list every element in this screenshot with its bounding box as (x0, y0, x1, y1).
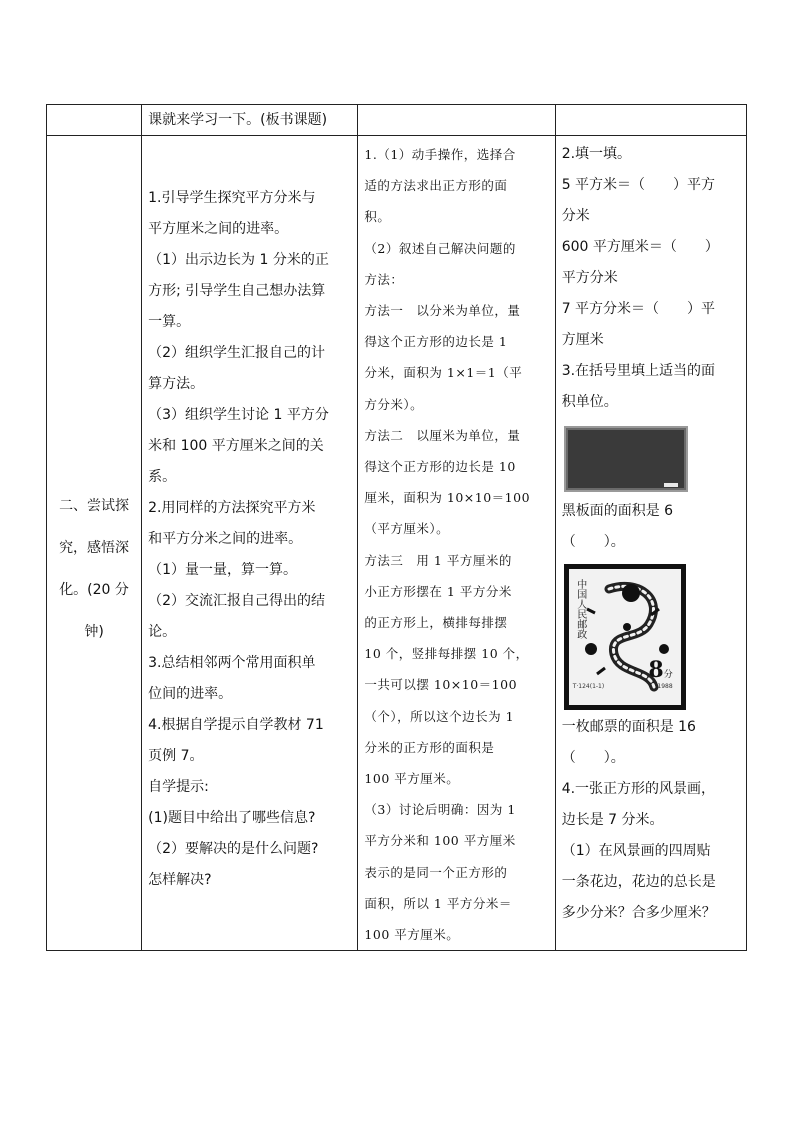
table-row (47, 105, 747, 136)
text-line: 3.在括号里填上适当的面 (561, 363, 716, 379)
text-line: （平方厘米）。 (364, 521, 450, 537)
text-line: 方法： (364, 271, 404, 287)
stage-cell-top (47, 105, 142, 136)
text-line: 4.一张正方形的风景画， (561, 781, 716, 797)
text-line: 究，感悟深 (59, 540, 130, 556)
stamp-country: 中国人民邮政 (574, 579, 586, 639)
teacher-activity (142, 136, 357, 896)
text-line: 页例 7。 (148, 748, 204, 764)
text-line: 方法二 以厘米为单位，量 (364, 427, 521, 443)
text-line: （ ）。 (561, 534, 625, 550)
exercise-cell (555, 136, 746, 951)
dragon-stamp-icon (564, 564, 686, 710)
text-line: 7 平方分米＝（ ）平 (561, 301, 716, 317)
text-line: 100 平方厘米。 (364, 927, 460, 943)
text-line: 方法一 以分米为单位，量 (364, 303, 521, 319)
text-line: 黑板面的面积是 6 (561, 503, 674, 519)
text-line: 边长是 7 分米。 (561, 812, 664, 828)
text-line: 方形; 引导学生自己想办法算 (148, 283, 326, 299)
exercise-block-2 (562, 496, 742, 558)
text-line: （ ）。 (561, 750, 625, 766)
text-line: 二、尝试探 (59, 498, 130, 514)
stamp-face (569, 569, 681, 705)
text-line: 分米，面积为 1×1＝1（平 (364, 365, 523, 381)
text-line: 得这个正方形的边长是 1 (364, 334, 508, 350)
student-cell-top (358, 105, 555, 136)
text-line: （1）在风景画的四周贴 (561, 843, 711, 859)
text-line: 一枚邮票的面积是 16 (561, 719, 696, 735)
chalk-icon (664, 483, 678, 487)
teacher-cell (142, 136, 358, 951)
exercise-cell-top (555, 105, 746, 136)
text-line: 怎样解决? (148, 872, 212, 888)
text-line: 一共可以摆 10×10＝100 (364, 677, 518, 693)
text-line: 1.（1）动手操作，选择合 (364, 147, 516, 162)
text-line: 米和 100 平方厘米之间的关 (148, 438, 324, 454)
text-line: 钟) (84, 624, 104, 640)
stamp-code: T·124(1-1) (572, 683, 605, 690)
text-line: 1.引导学生探究平方分米与 (148, 190, 316, 206)
text-line: 算方法。 (148, 376, 205, 392)
text-line: 5 平方米＝（ ）平方 (561, 177, 716, 193)
text-line: 适的方法求出正方形的面 (364, 178, 508, 194)
blackboard-icon (564, 426, 688, 492)
text-line: 一条花边，花边的总长是 (561, 874, 716, 890)
student-activity (358, 136, 554, 950)
text-line: （个），所以这个边长为 1 (364, 708, 515, 724)
text-line: (1)题目中给出了哪些信息? (148, 810, 316, 826)
text-line: 一算。 (148, 314, 191, 330)
text-line: （3）讨论后明确：因为 1 (364, 802, 516, 818)
exercise-block-1 (562, 139, 742, 418)
text-line: 方厘米 (561, 332, 604, 348)
text-line: 2.填一填。 (561, 146, 632, 162)
text-line: 系。 (148, 469, 177, 485)
text-line: 平方厘米之间的进率。 (148, 221, 289, 237)
text-line: 方法三 用 1 平方厘米的 (364, 552, 512, 568)
text-line: 600 平方厘米＝（ ） (561, 239, 719, 255)
text-line: 论。 (148, 624, 177, 640)
text-line: （1）量一量，算一算。 (148, 562, 298, 578)
text-line: 方分米）。 (364, 396, 424, 412)
stamp-year: 1988 (657, 683, 673, 690)
text-line: 2.用同样的方法探究平方米 (148, 500, 316, 516)
text-line: （2）叙述自己解决问题的 (364, 240, 516, 256)
text-line: 100 平方厘米。 (364, 771, 460, 787)
text-line: 分米的正方形的面积是 (364, 739, 495, 755)
stage-label (47, 136, 141, 646)
text-line: （1）出示边长为 1 分米的正 (148, 252, 329, 268)
text-line: （3）组织学生讨论 1 平方分 (148, 407, 329, 423)
text-line: 的正方形上，横排每排摆 (364, 615, 508, 631)
text-line: 分米 (561, 208, 590, 224)
text-line: （2）交流汇报自己得出的结 (148, 593, 326, 609)
text-line: （2）组织学生汇报自己的计 (148, 345, 326, 361)
stamp-value: 8分 (648, 657, 673, 683)
text-line: 小正方形摆在 1 平方分米 (364, 583, 512, 599)
text-line: 3.总结相邻两个常用面积单 (148, 655, 316, 671)
text-line: 位间的进率。 (148, 686, 233, 702)
text-line: 化。(20 分 (59, 582, 129, 598)
intro-text: 课就来学习一下。(板书课题) (148, 112, 328, 128)
text-line: 平方分米 (561, 270, 618, 286)
lesson-plan-table (46, 104, 747, 951)
exercises (556, 136, 746, 929)
teacher-cell-top (142, 105, 358, 136)
text-line: 厘米，面积为 10×10＝100 (364, 490, 531, 506)
text-line: （2）要解决的是什么问题? (148, 841, 319, 857)
text-line: 表示的是同一个正方形的 (364, 864, 508, 880)
text-line: 平方分米和 100 平方厘米 (364, 833, 516, 849)
stage-cell (47, 136, 142, 951)
table-row (47, 136, 747, 951)
text-line: 积。 (364, 209, 391, 225)
text-line: 和平方分米之间的进率。 (148, 531, 303, 547)
text-line: 4.根据自学提示自学教材 71 (148, 717, 324, 733)
text-line: 得这个正方形的边长是 10 (364, 459, 516, 475)
text-line: 多少分米？合多少厘米？ (561, 905, 716, 921)
text-line: 自学提示: (148, 779, 209, 795)
exercise-block-3 (562, 712, 742, 929)
text-line: 积单位。 (561, 394, 618, 410)
text-line: 10 个，竖排每排摆 10 个， (364, 646, 529, 662)
student-cell (358, 136, 555, 951)
text-line: 面积，所以 1 平方分米＝ (364, 895, 512, 911)
